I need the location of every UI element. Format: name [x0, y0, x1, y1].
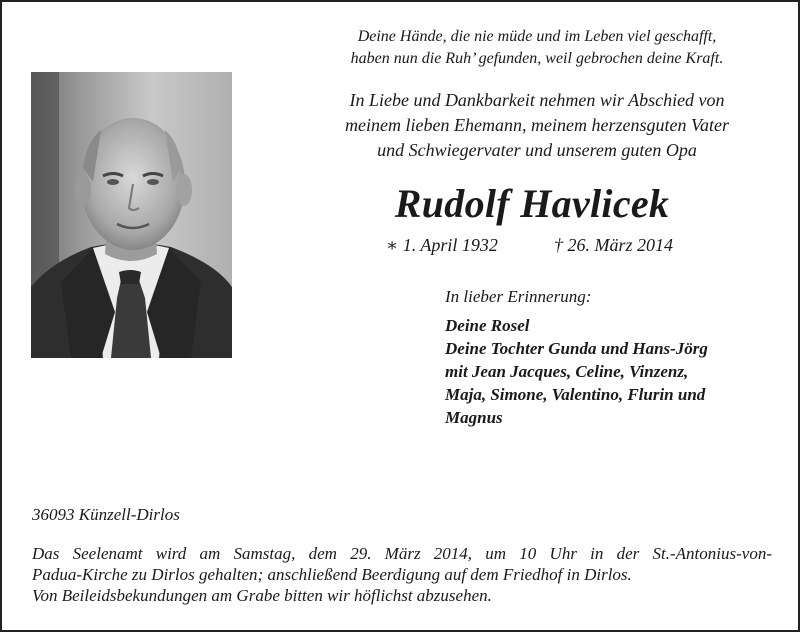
mourners-list — [445, 314, 765, 429]
funeral-notice — [32, 543, 772, 606]
mourner-line: mit Jean Jacques, Celine, Vinzenz, — [445, 362, 689, 381]
notice-line: Von Beileidsbekundungen am Grabe bitten wir höflichst abzusehen. — [32, 586, 492, 605]
mourner-line: Deine Tochter Gunda und Hans-Jörg — [445, 339, 708, 358]
remembrance-label: In lieber Erinnerung: — [445, 287, 592, 306]
intro-line: meinem lieben Ehemann, meinem herzensguten Vater — [345, 115, 729, 135]
portrait-photo — [31, 72, 232, 358]
notice-line: Padua-Kirche zu Dirlos gehalten; anschließend Beerdigung auf dem Friedhof in Dirlos. — [32, 565, 632, 584]
death-date: † 26. März 2014 — [554, 235, 674, 255]
mourner-line: Maja, Simone, Valentino, Flurin und — [445, 385, 706, 404]
poem-line: Deine Hände, die nie müde und im Leben viel geschafft, — [357, 28, 717, 45]
address: 36093 Künzell-Dirlos — [32, 505, 180, 524]
portrait-image — [31, 72, 232, 358]
mourner-line: Deine Rosel — [445, 316, 530, 335]
notice-line: Das Seelenamt wird am Samstag, dem 29. März 2014, um 10 Uhr in der St.-Antonius-von- — [32, 544, 772, 563]
deceased-name: Rudolf Havlicek — [394, 181, 670, 226]
intro-text — [302, 88, 772, 163]
mourner-line: Magnus — [445, 408, 503, 427]
intro-line: und Schwiegervater und unserem guten Opa — [377, 140, 697, 160]
birth-date: ∗ 1. April 1932 — [386, 235, 498, 255]
poem-line: haben nun die Ruh’ gefunden, weil gebrochen deine Kraft. — [350, 50, 724, 67]
intro-line: In Liebe und Dankbarkeit nehmen wir Abschied von — [349, 90, 725, 110]
poem — [302, 26, 772, 70]
